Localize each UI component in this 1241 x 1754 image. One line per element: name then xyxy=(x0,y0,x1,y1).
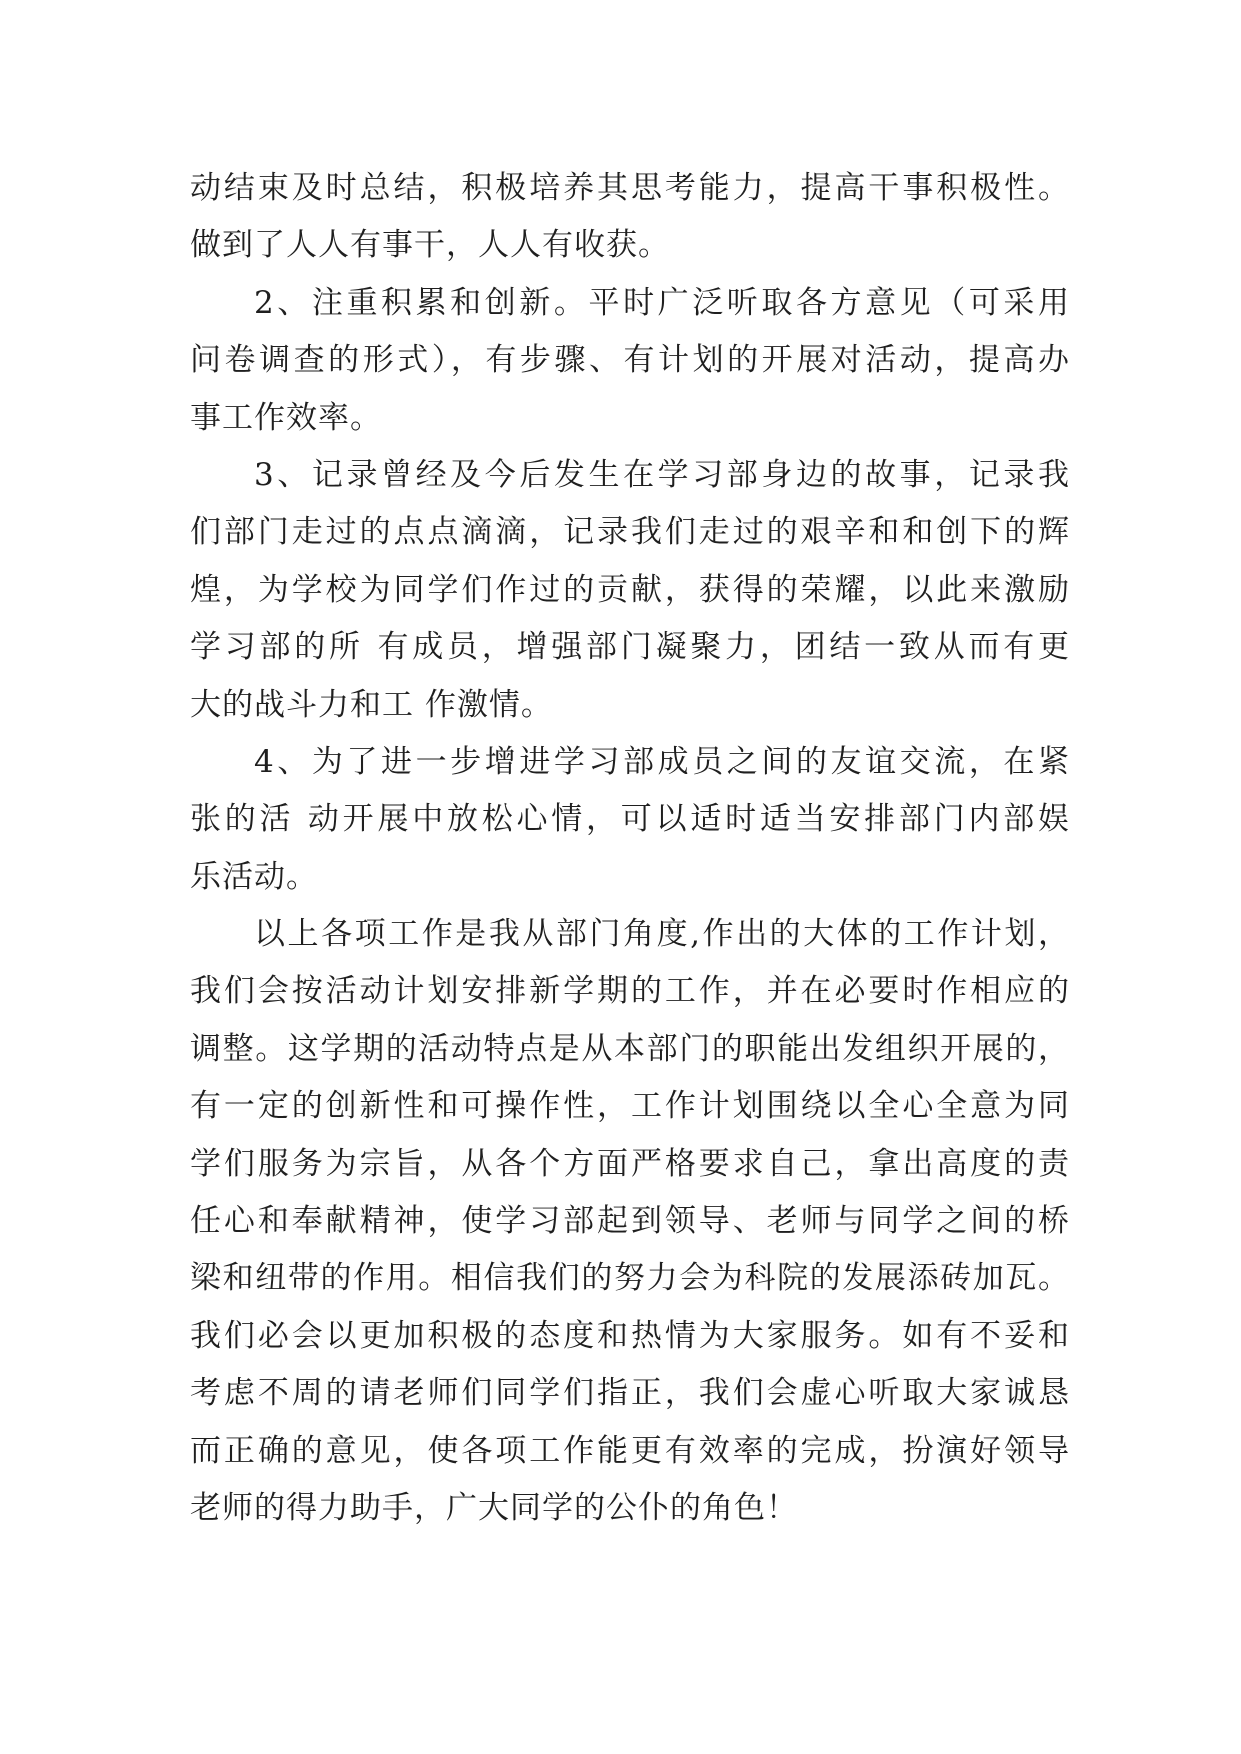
text-line: 问卷调查的形式），有步骤、有计划的开展对活动，提高办 xyxy=(190,342,1070,379)
text-line: 做到了人人有事干，人人有收获。 xyxy=(190,227,670,264)
document-body xyxy=(190,160,1070,1537)
text-line: 以上各项工作是我从部门角度,作出的大体的工作计划， xyxy=(254,916,1070,953)
text-line: 考虑不周的请老师们同学们指正，我们会虚心听取大家诚恳 xyxy=(190,1375,1070,1412)
text-line: 梁和纽带的作用。相信我们的努力会为科院的发展添砖加瓦。 xyxy=(190,1260,1070,1297)
text-line: 我们会按活动计划安排新学期的工作，并在必要时作相应的 xyxy=(190,973,1070,1010)
text-line: 动结束及时总结，积极培养其思考能力，提高干事积极性。 xyxy=(190,170,1070,206)
text-line: 事工作效率。 xyxy=(190,399,382,436)
text-line: 3、记录曾经及今后发生在学习部身边的故事，记录我 xyxy=(254,456,1070,493)
text-line: 有一定的创新性和可操作性，工作计划围绕以全心全意为同 xyxy=(190,1088,1070,1125)
text-line: 任心和奉献精神，使学习部起到领导、老师与同学之间的桥 xyxy=(190,1203,1070,1240)
text-line: 乐活动。 xyxy=(190,858,318,895)
text-line: 我们必会以更加积极的态度和热情为大家服务。如有不妥和 xyxy=(190,1317,1070,1354)
text-line: 调整。这学期的活动特点是从本部门的职能出发组织开展的， xyxy=(190,1030,1070,1067)
text-line: 老师的得力助手，广大同学的公仆的角色！ xyxy=(190,1489,798,1526)
text-line: 学们服务为宗旨，从各个方面严格要求自己，拿出高度的责 xyxy=(190,1145,1070,1182)
text-line: 大的战斗力和工 作激情。 xyxy=(190,686,553,723)
text-line: 们部门走过的点点滴滴，记录我们走过的艰辛和和创下的辉 xyxy=(190,514,1070,551)
text-line: 而正确的意见，使各项工作能更有效率的完成，扮演好领导 xyxy=(190,1432,1070,1469)
text-line: 2、注重积累和创新。平时广泛听取各方意见（可采用 xyxy=(254,284,1070,321)
text-line: 4、为了进一步增进学习部成员之间的友谊交流，在紧 xyxy=(254,743,1070,780)
text-line: 煌，为学校为同学们作过的贡献，获得的荣耀，以此来激励 xyxy=(190,571,1070,608)
text-line: 张的活 动开展中放松心情，可以适时适当安排部门内部娱 xyxy=(190,801,1070,838)
text-line: 学习部的所 有成员，增强部门凝聚力，团结一致从而有更 xyxy=(190,629,1070,666)
